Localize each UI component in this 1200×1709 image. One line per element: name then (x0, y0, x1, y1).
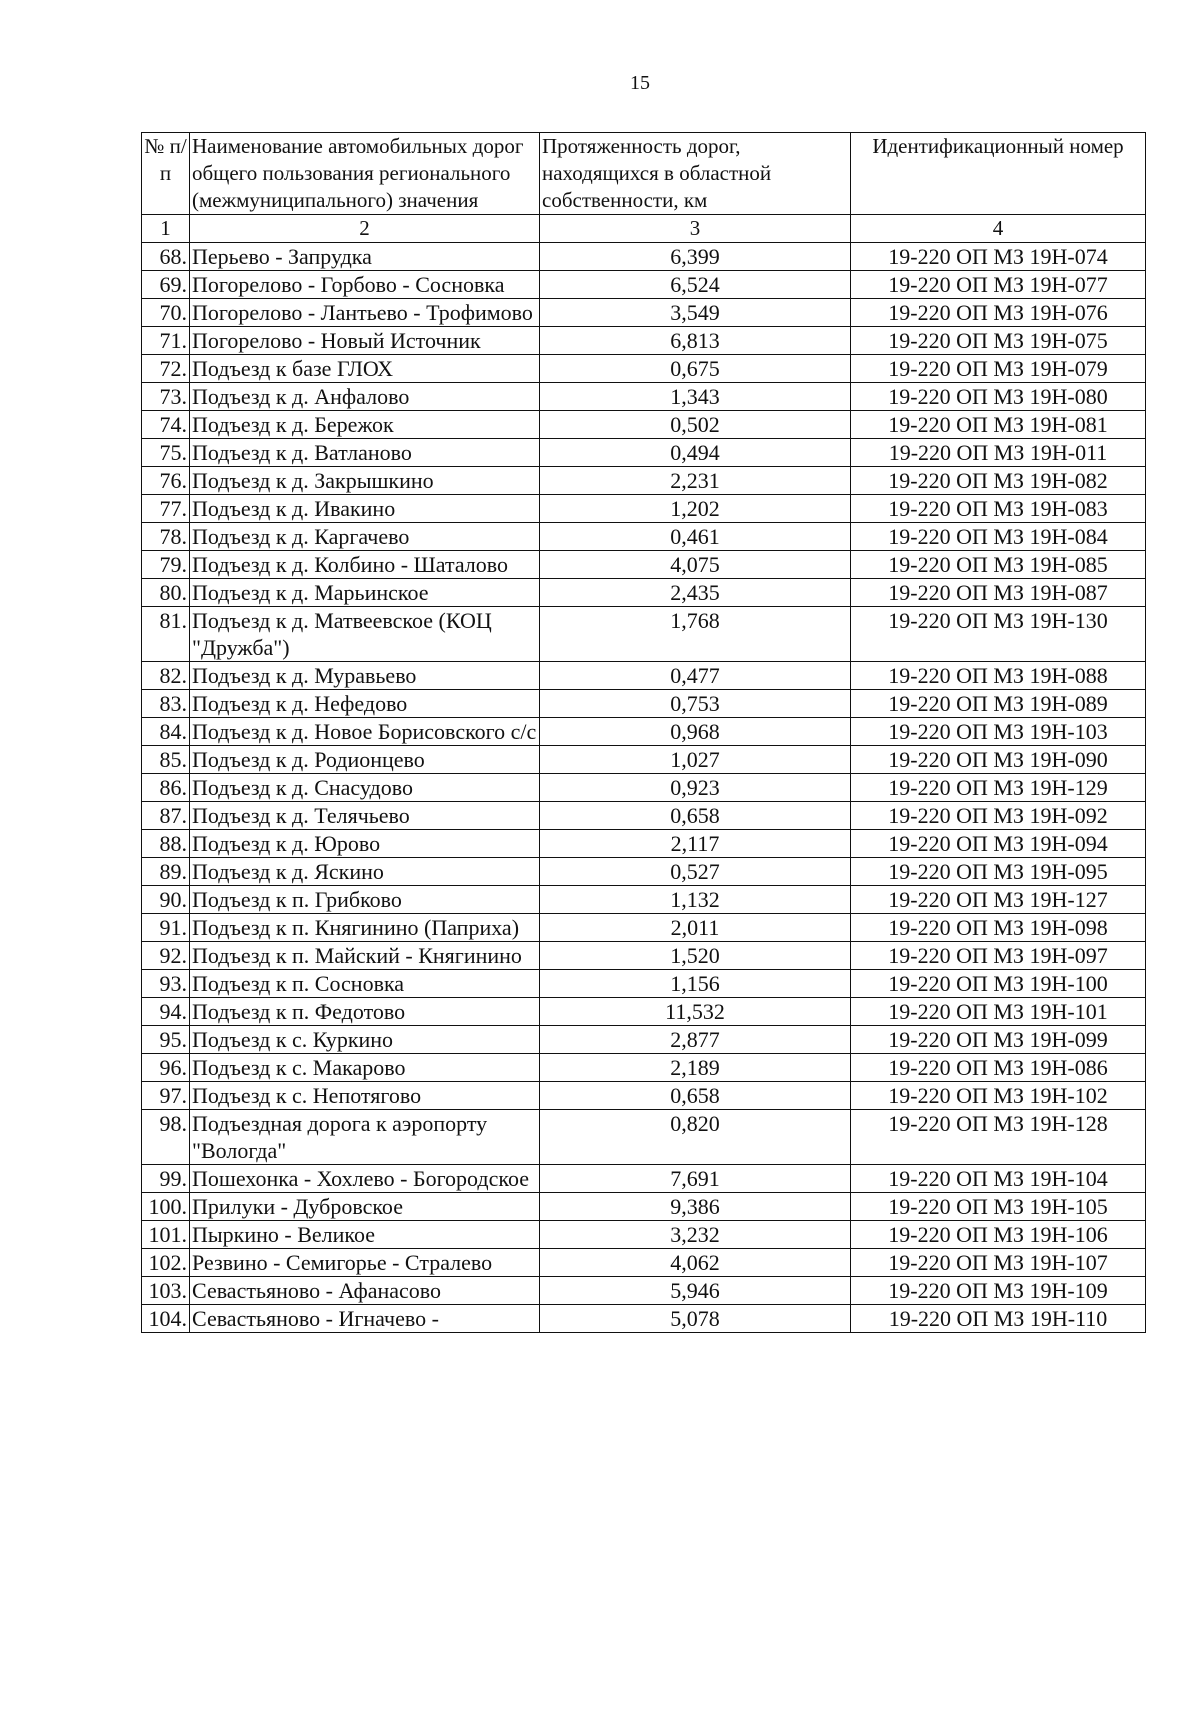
road-name-cell: Севастьяново - Игначево - (190, 1305, 540, 1333)
identification-number-cell: 19-220 ОП МЗ 19Н-098 (851, 914, 1146, 942)
road-length-cell: 3,232 (540, 1221, 851, 1249)
identification-number-cell: 19-220 ОП МЗ 19Н-100 (851, 970, 1146, 998)
road-name-cell: Подъезд к п. Майский - Княгинино (190, 942, 540, 970)
identification-number-cell: 19-220 ОП МЗ 19Н-107 (851, 1249, 1146, 1277)
road-name-cell: Подъезд к с. Куркино (190, 1026, 540, 1054)
row-number-cell: 103. (142, 1277, 190, 1305)
road-length-cell: 5,078 (540, 1305, 851, 1333)
road-length-cell: 1,202 (540, 495, 851, 523)
table-row (142, 383, 1146, 411)
road-name-cell: Подъездная дорога к аэропорту "Вологда" (190, 1110, 540, 1165)
road-length-cell: 4,075 (540, 551, 851, 579)
road-name-cell: Перьево - Запрудка (190, 243, 540, 271)
row-number-cell: 78. (142, 523, 190, 551)
column-number: 4 (851, 215, 1146, 243)
identification-number-cell: 19-220 ОП МЗ 19Н-109 (851, 1277, 1146, 1305)
identification-number-cell: 19-220 ОП МЗ 19Н-084 (851, 523, 1146, 551)
identification-number-cell: 19-220 ОП МЗ 19Н-075 (851, 327, 1146, 355)
row-number-cell: 102. (142, 1249, 190, 1277)
road-length-cell: 3,549 (540, 299, 851, 327)
row-number-cell: 88. (142, 830, 190, 858)
table-row (142, 830, 1146, 858)
row-number-cell: 92. (142, 942, 190, 970)
page-number: 15 (630, 72, 650, 94)
road-name-cell: Резвино - Семигорье - Стралево (190, 1249, 540, 1277)
road-length-cell: 0,968 (540, 718, 851, 746)
identification-number-cell: 19-220 ОП МЗ 19Н-129 (851, 774, 1146, 802)
road-length-cell: 9,386 (540, 1193, 851, 1221)
identification-number-cell: 19-220 ОП МЗ 19Н-087 (851, 579, 1146, 607)
row-number-cell: 79. (142, 551, 190, 579)
row-number-cell: 68. (142, 243, 190, 271)
identification-number-cell: 19-220 ОП МЗ 19Н-080 (851, 383, 1146, 411)
road-length-cell: 1,520 (540, 942, 851, 970)
road-name-cell: Подъезд к д. Анфалово (190, 383, 540, 411)
table-row (142, 1026, 1146, 1054)
identification-number-cell: 19-220 ОП МЗ 19Н-110 (851, 1305, 1146, 1333)
header-row-number: № п/п (142, 133, 190, 215)
table-row (142, 327, 1146, 355)
row-number-cell: 90. (142, 886, 190, 914)
column-number: 3 (540, 215, 851, 243)
road-name-cell: Подъезд к д. Марьинское (190, 579, 540, 607)
road-name-cell: Подъезд к д. Снасудово (190, 774, 540, 802)
identification-number-cell: 19-220 ОП МЗ 19Н-097 (851, 942, 1146, 970)
row-number-cell: 98. (142, 1110, 190, 1165)
identification-number-cell: 19-220 ОП МЗ 19Н-077 (851, 271, 1146, 299)
road-length-cell: 2,117 (540, 830, 851, 858)
road-name-cell: Подъезд к д. Телячьево (190, 802, 540, 830)
identification-number-cell: 19-220 ОП МЗ 19Н-101 (851, 998, 1146, 1026)
table-row (142, 579, 1146, 607)
road-length-cell: 2,435 (540, 579, 851, 607)
road-length-cell: 1,156 (540, 970, 851, 998)
road-length-cell: 6,524 (540, 271, 851, 299)
row-number-cell: 82. (142, 662, 190, 690)
road-length-cell: 2,231 (540, 467, 851, 495)
road-name-cell: Погорелово - Лантьево - Трофимово (190, 299, 540, 327)
row-number-cell: 86. (142, 774, 190, 802)
row-number-cell: 94. (142, 998, 190, 1026)
identification-number-cell: 19-220 ОП МЗ 19Н-085 (851, 551, 1146, 579)
road-length-cell: 0,502 (540, 411, 851, 439)
road-name-cell: Подъезд к д. Бережок (190, 411, 540, 439)
road-name-cell: Погорелово - Горбово - Сосновка (190, 271, 540, 299)
row-number-cell: 70. (142, 299, 190, 327)
table-row (142, 718, 1146, 746)
identification-number-cell: 19-220 ОП МЗ 19Н-011 (851, 439, 1146, 467)
header-road-name: Наименование автомобильных дорог общего пользования регионального (межмуниципального) значения (190, 133, 540, 215)
table-row (142, 1305, 1146, 1333)
table-row (142, 914, 1146, 942)
roads-table (141, 132, 1146, 1333)
road-length-cell: 6,399 (540, 243, 851, 271)
road-length-cell: 4,062 (540, 1249, 851, 1277)
row-number-cell: 76. (142, 467, 190, 495)
road-length-cell: 1,343 (540, 383, 851, 411)
road-length-cell: 0,527 (540, 858, 851, 886)
identification-number-cell: 19-220 ОП МЗ 19Н-082 (851, 467, 1146, 495)
table-row (142, 243, 1146, 271)
table-row (142, 942, 1146, 970)
road-length-cell: 0,675 (540, 355, 851, 383)
row-number-cell: 77. (142, 495, 190, 523)
road-length-cell: 0,658 (540, 1082, 851, 1110)
table-row (142, 355, 1146, 383)
road-name-cell: Подъезд к п. Федотово (190, 998, 540, 1026)
identification-number-cell: 19-220 ОП МЗ 19Н-076 (851, 299, 1146, 327)
identification-number-cell: 19-220 ОП МЗ 19Н-092 (851, 802, 1146, 830)
identification-number-cell: 19-220 ОП МЗ 19Н-104 (851, 1165, 1146, 1193)
table-row (142, 299, 1146, 327)
road-name-cell: Подъезд к д. Каргачево (190, 523, 540, 551)
row-number-cell: 97. (142, 1082, 190, 1110)
table-body (142, 243, 1146, 1333)
row-number-cell: 89. (142, 858, 190, 886)
road-length-cell: 6,813 (540, 327, 851, 355)
identification-number-cell: 19-220 ОП МЗ 19Н-083 (851, 495, 1146, 523)
row-number-cell: 96. (142, 1054, 190, 1082)
road-length-cell: 7,691 (540, 1165, 851, 1193)
row-number-cell: 104. (142, 1305, 190, 1333)
table-row (142, 1082, 1146, 1110)
road-length-cell: 1,768 (540, 607, 851, 662)
road-name-cell: Подъезд к д. Нефедово (190, 690, 540, 718)
identification-number-cell: 19-220 ОП МЗ 19Н-099 (851, 1026, 1146, 1054)
table-row (142, 1249, 1146, 1277)
header-road-length: Протяженность дорог, находящихся в областной собственности, км (540, 133, 851, 215)
table-row (142, 1193, 1146, 1221)
table-row (142, 690, 1146, 718)
identification-number-cell: 19-220 ОП МЗ 19Н-094 (851, 830, 1146, 858)
row-number-cell: 93. (142, 970, 190, 998)
row-number-cell: 81. (142, 607, 190, 662)
row-number-cell: 101. (142, 1221, 190, 1249)
table-row (142, 998, 1146, 1026)
table-row (142, 551, 1146, 579)
road-length-cell: 1,132 (540, 886, 851, 914)
identification-number-cell: 19-220 ОП МЗ 19Н-088 (851, 662, 1146, 690)
table-row (142, 858, 1146, 886)
row-number-cell: 71. (142, 327, 190, 355)
row-number-cell: 83. (142, 690, 190, 718)
road-length-cell: 0,494 (540, 439, 851, 467)
row-number-cell: 100. (142, 1193, 190, 1221)
table-row (142, 886, 1146, 914)
road-length-cell: 2,011 (540, 914, 851, 942)
road-length-cell: 2,189 (540, 1054, 851, 1082)
row-number-cell: 84. (142, 718, 190, 746)
row-number-cell: 80. (142, 579, 190, 607)
road-length-cell: 5,946 (540, 1277, 851, 1305)
identification-number-cell: 19-220 ОП МЗ 19Н-095 (851, 858, 1146, 886)
table-row (142, 607, 1146, 662)
identification-number-cell: 19-220 ОП МЗ 19Н-130 (851, 607, 1146, 662)
road-name-cell: Подъезд к д. Ватланово (190, 439, 540, 467)
road-name-cell: Подъезд к д. Ивакино (190, 495, 540, 523)
row-number-cell: 87. (142, 802, 190, 830)
road-name-cell: Пыркино - Великое (190, 1221, 540, 1249)
identification-number-cell: 19-220 ОП МЗ 19Н-074 (851, 243, 1146, 271)
road-name-cell: Подъезд к п. Грибково (190, 886, 540, 914)
road-name-cell: Подъезд к д. Закрышкино (190, 467, 540, 495)
identification-number-cell: 19-220 ОП МЗ 19Н-102 (851, 1082, 1146, 1110)
header-identification-number: Идентификационный номер (851, 133, 1146, 215)
table-row (142, 271, 1146, 299)
identification-number-cell: 19-220 ОП МЗ 19Н-106 (851, 1221, 1146, 1249)
road-length-cell: 1,027 (540, 746, 851, 774)
road-name-cell: Подъезд к д. Юрово (190, 830, 540, 858)
road-name-cell: Севастьяново - Афанасово (190, 1277, 540, 1305)
road-length-cell: 0,461 (540, 523, 851, 551)
road-length-cell: 0,658 (540, 802, 851, 830)
road-name-cell: Подъезд к д. Яскино (190, 858, 540, 886)
table-row (142, 746, 1146, 774)
road-length-cell: 0,820 (540, 1110, 851, 1165)
column-number: 1 (142, 215, 190, 243)
road-name-cell: Подъезд к д. Колбино - Шаталово (190, 551, 540, 579)
identification-number-cell: 19-220 ОП МЗ 19Н-127 (851, 886, 1146, 914)
column-number: 2 (190, 215, 540, 243)
table-row (142, 1277, 1146, 1305)
identification-number-cell: 19-220 ОП МЗ 19Н-086 (851, 1054, 1146, 1082)
identification-number-cell: 19-220 ОП МЗ 19Н-128 (851, 1110, 1146, 1165)
identification-number-cell: 19-220 ОП МЗ 19Н-090 (851, 746, 1146, 774)
road-name-cell: Погорелово - Новый Источник (190, 327, 540, 355)
table-row (142, 1221, 1146, 1249)
road-length-cell: 0,477 (540, 662, 851, 690)
row-number-cell: 95. (142, 1026, 190, 1054)
road-length-cell: 0,923 (540, 774, 851, 802)
road-name-cell: Подъезд к с. Макарово (190, 1054, 540, 1082)
table-row (142, 523, 1146, 551)
road-name-cell: Подъезд к п. Княгинино (Паприха) (190, 914, 540, 942)
table-row (142, 411, 1146, 439)
row-number-cell: 74. (142, 411, 190, 439)
table-row (142, 1165, 1146, 1193)
road-name-cell: Подъезд к д. Матвеевское (КОЦ "Дружба") (190, 607, 540, 662)
table-header (142, 133, 1146, 243)
row-number-cell: 73. (142, 383, 190, 411)
table-row (142, 467, 1146, 495)
identification-number-cell: 19-220 ОП МЗ 19Н-103 (851, 718, 1146, 746)
table-row (142, 662, 1146, 690)
road-length-cell: 2,877 (540, 1026, 851, 1054)
table-row (142, 439, 1146, 467)
identification-number-cell: 19-220 ОП МЗ 19Н-081 (851, 411, 1146, 439)
table-row (142, 1110, 1146, 1165)
table-row (142, 970, 1146, 998)
road-name-cell: Прилуки - Дубровское (190, 1193, 540, 1221)
identification-number-cell: 19-220 ОП МЗ 19Н-105 (851, 1193, 1146, 1221)
row-number-cell: 99. (142, 1165, 190, 1193)
table-row (142, 495, 1146, 523)
row-number-cell: 72. (142, 355, 190, 383)
row-number-cell: 69. (142, 271, 190, 299)
row-number-cell: 85. (142, 746, 190, 774)
road-name-cell: Подъезд к д. Родионцево (190, 746, 540, 774)
row-number-cell: 91. (142, 914, 190, 942)
table-row (142, 802, 1146, 830)
identification-number-cell: 19-220 ОП МЗ 19Н-089 (851, 690, 1146, 718)
table-row (142, 1054, 1146, 1082)
road-length-cell: 0,753 (540, 690, 851, 718)
road-name-cell: Подъезд к п. Сосновка (190, 970, 540, 998)
road-name-cell: Подъезд к д. Новое Борисовского с/с (190, 718, 540, 746)
table-row (142, 774, 1146, 802)
identification-number-cell: 19-220 ОП МЗ 19Н-079 (851, 355, 1146, 383)
road-name-cell: Подъезд к д. Муравьево (190, 662, 540, 690)
road-name-cell: Подъезд к с. Непотягово (190, 1082, 540, 1110)
row-number-cell: 75. (142, 439, 190, 467)
road-name-cell: Пошехонка - Хохлево - Богородское (190, 1165, 540, 1193)
road-name-cell: Подъезд к базе ГЛОХ (190, 355, 540, 383)
road-length-cell: 11,532 (540, 998, 851, 1026)
